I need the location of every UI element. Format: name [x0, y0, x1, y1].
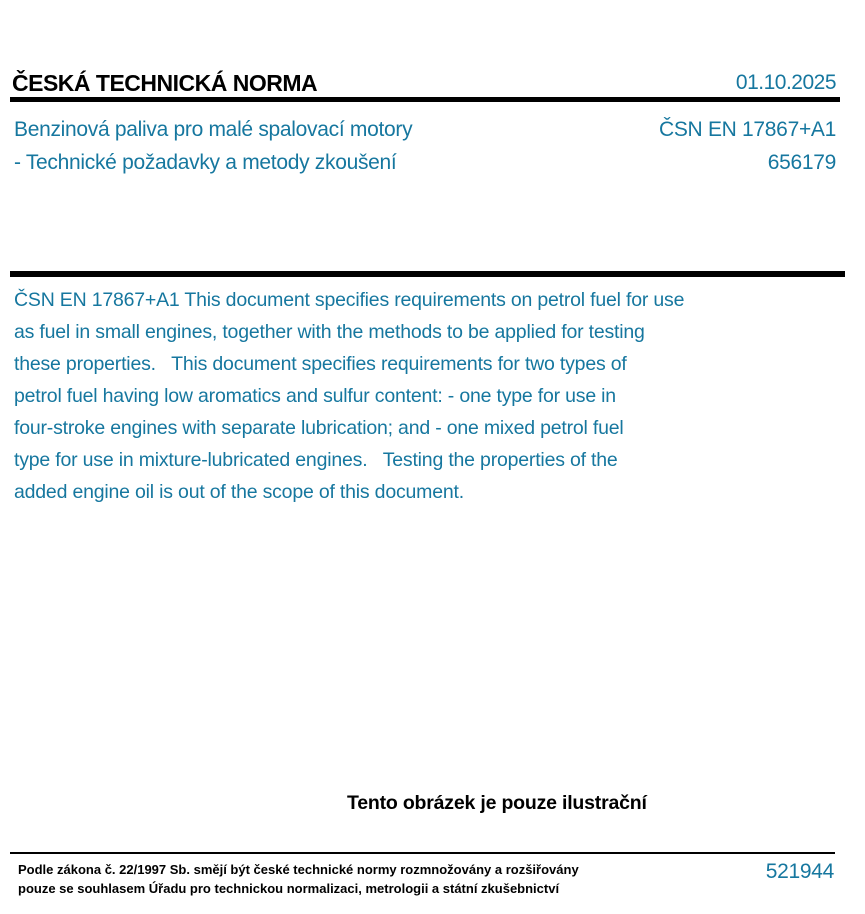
footer-divider	[10, 852, 835, 854]
header-divider	[10, 97, 840, 102]
order-number: 521944	[765, 860, 834, 883]
abstract-line: added engine oil is out of the scope of this document.	[14, 481, 464, 503]
abstract-divider	[10, 271, 845, 277]
standard-code: ČSN EN 17867+A1	[658, 118, 836, 141]
publication-date: 01.10.2025	[735, 71, 836, 94]
illustration-note: Tento obrázek je pouze ilustrační	[347, 792, 647, 814]
standard-identifiers	[659, 113, 836, 179]
footer-legal-line-2: pouze se souhlasem Úřadu pro technickou normalizaci, metrologii a státní zkušebnictví	[18, 881, 560, 896]
standard-title-line-2: - Technické požadavky a metody zkoušení	[14, 151, 397, 174]
abstract-line: as fuel in small engines, together with the methods to be applied for testing	[14, 321, 645, 343]
standard-title	[14, 113, 412, 179]
abstract-line: type for use in mixture-lubricated engines. Testing the properties of the	[14, 449, 618, 471]
footer-legal-text	[18, 860, 579, 898]
abstract-line: ČSN EN 17867+A1 This document specifies requirements on petrol fuel for use	[14, 289, 685, 311]
page-title: ČESKÁ TECHNICKÁ NORMA	[12, 70, 318, 96]
class-number: 656179	[767, 151, 836, 174]
abstract-line: petrol fuel having low aromatics and sulfur content: - one type for use in	[14, 385, 616, 407]
standard-title-line-1: Benzinová paliva pro malé spalovací motory	[14, 118, 413, 141]
footer-legal-line-1: Podle zákona č. 22/1997 Sb. smějí být české technické normy rozmnožovány a rozšiřovány	[18, 862, 579, 877]
abstract-line: four-stroke engines with separate lubrication; and - one mixed petrol fuel	[14, 417, 624, 439]
abstract-text	[14, 284, 684, 508]
abstract-line: these properties. This document specifies requirements for two types of	[14, 353, 627, 375]
